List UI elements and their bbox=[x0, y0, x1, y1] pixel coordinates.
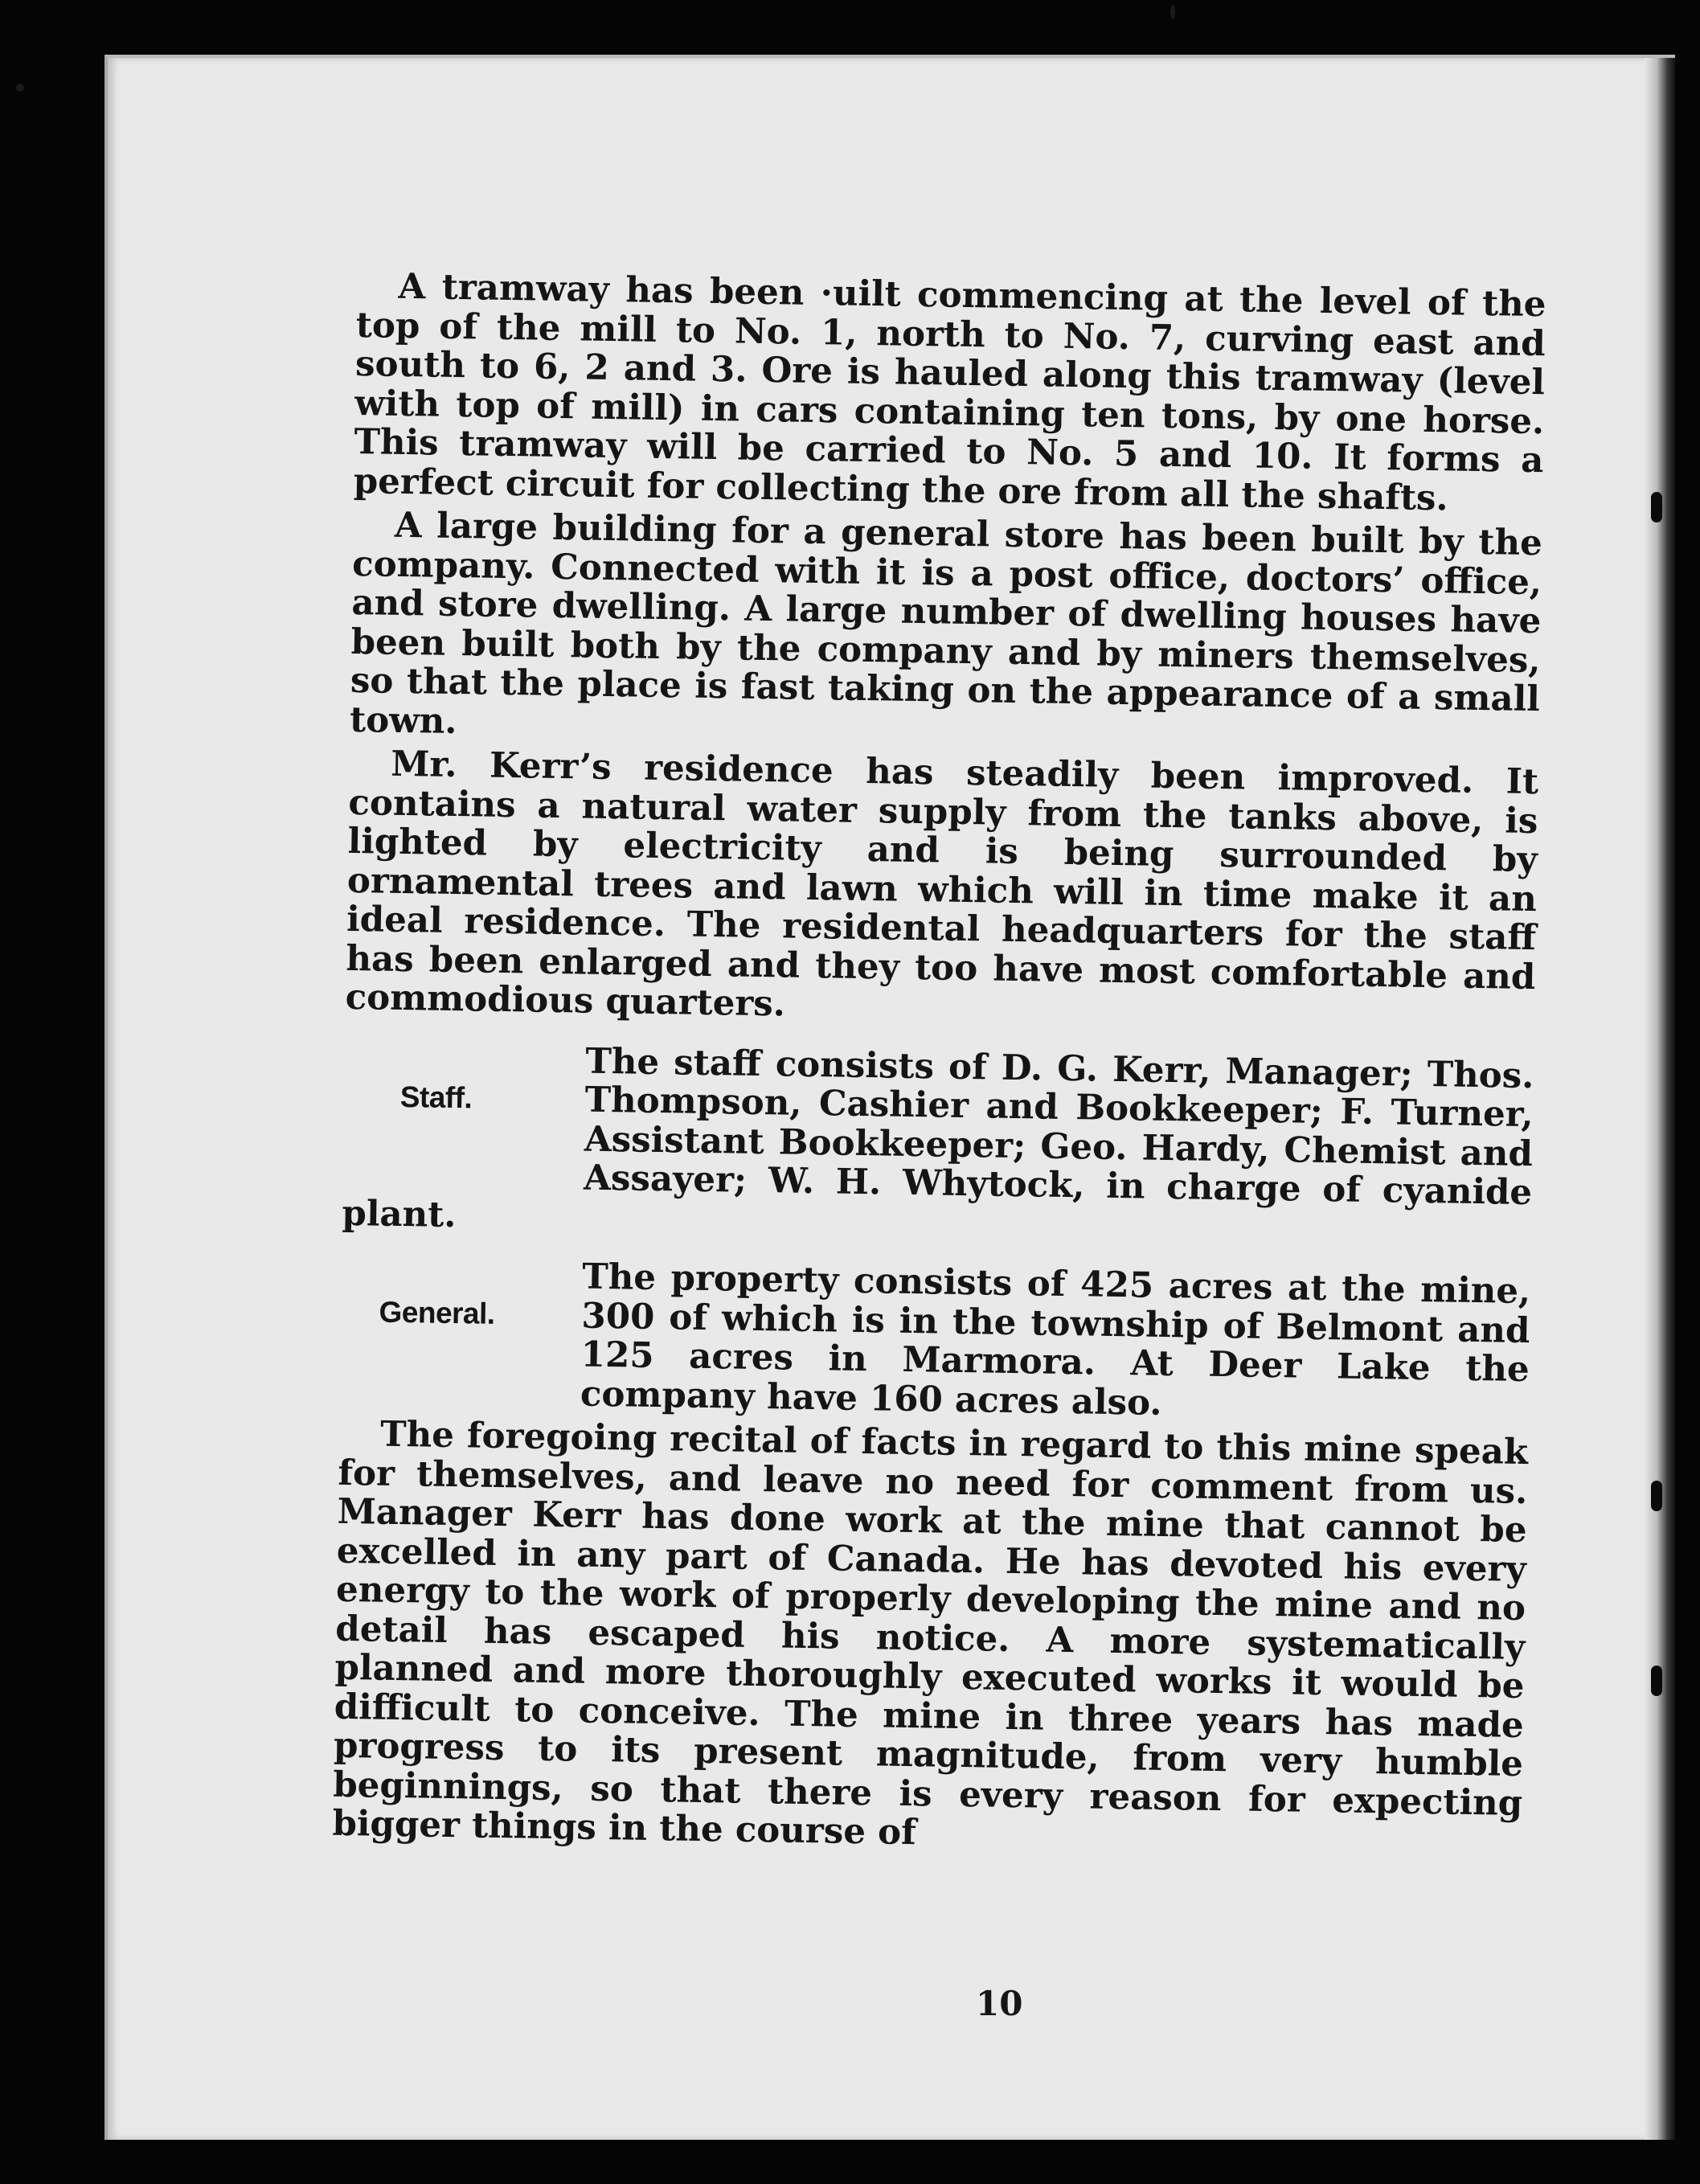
paragraph-residence: Mr. Kerr’s residence has steadily been improved. It contains a natural water supply from the tanks above, is lighted by electricity and is being surrounded by ornamental trees and lawn which will in time make it an ideal residence. The residental headquarters for the staff has been enlarged and they too have most comfortable and commodious quarters. bbox=[345, 743, 1539, 1025]
paragraph-closing: The foregoing recital of facts in regard to this mine speak for themselves, and leave no need for comment from us. Manager Kerr has done work at the mine that cannot be excelled in any part of Canada. He has devoted his every energy to the work of properly developing the mine and no detail has escaped his notice. A more systematically planned and more thoroughly executed works it would be difficult to conceive. The mine in three years has made progress to its present magnitude, from very humble beginnings, so that there is every reason for expecting bigger things in the course of bbox=[332, 1413, 1529, 1854]
margin-note-box bbox=[343, 1038, 586, 1159]
paragraph-tramway: A tramway has been ·uilt commencing at the level of the top of the mill to No. 1, north to No. 7, curving east and south to 6, 2 and 3. Ore is hauled along this tramway (level with top of mill) in cars containing ten tons, by one horse. This tramway will be carried to No. 5 and 10. It forms a perfect circuit for collecting the ore from all the shafts. bbox=[353, 265, 1546, 518]
scan-speck bbox=[16, 84, 24, 92]
binding-stitch-mark bbox=[1651, 1666, 1662, 1696]
binding-stitch-mark bbox=[1651, 492, 1662, 522]
staff-side-label: Staff. bbox=[399, 1080, 473, 1114]
book-gutter-shadow bbox=[1645, 58, 1675, 2140]
scanned-page bbox=[104, 55, 1675, 2140]
scan-speck bbox=[1170, 5, 1175, 19]
binding-stitch-mark bbox=[1651, 1481, 1662, 1511]
general-section bbox=[339, 1254, 1531, 1428]
staff-text: The staff consists of D. G. Kerr, Manager; Thos. Thompson, Cashier and Bookkeeper; F. Turner, Assistant Bookkeeper; Geo. Hardy, Chemist and Assayer; W. H. Whytock, in charge of cyanide plant. bbox=[342, 1040, 1534, 1235]
general-text: The property consists of 425 acres at the mine, 300 of which is in the township of Belmont and 125 acres in Marmora. At Deer Lake the company have 160 acres also. bbox=[580, 1256, 1531, 1424]
paragraph-general-store: A large building for a general store has been built by the company. Connected with it is a post office, doctors’ office, and store dwelling. A large number of dwelling houses have been built both by the company and by miners themselves, so that the place is fast taking on the appearance of a small town. bbox=[349, 504, 1543, 742]
margin-note-box bbox=[339, 1254, 582, 1375]
general-side-label: General. bbox=[379, 1295, 495, 1330]
staff-section bbox=[342, 1038, 1534, 1252]
body-text bbox=[332, 267, 1546, 1867]
page-number: 10 bbox=[976, 1984, 1023, 2023]
